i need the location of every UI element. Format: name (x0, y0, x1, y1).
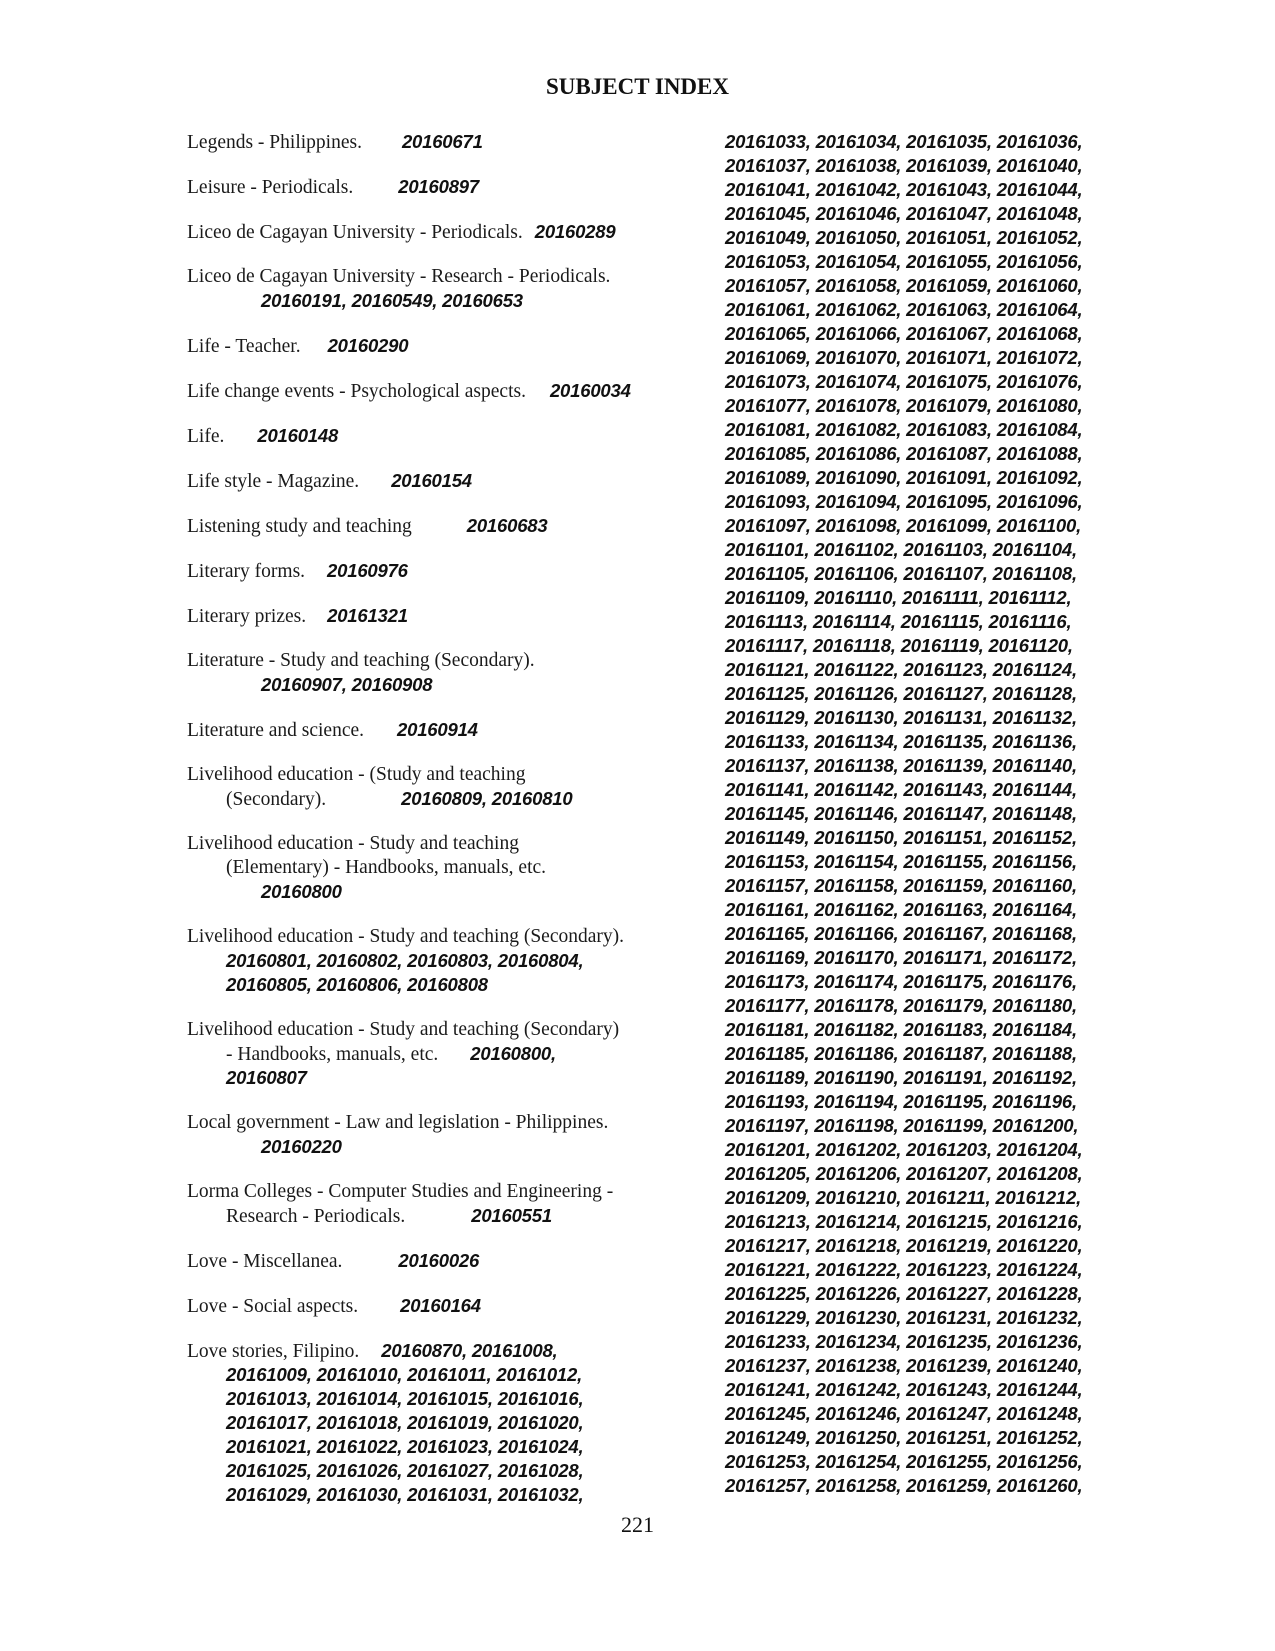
entry-reference-numbers: 20160154 (391, 470, 472, 491)
entry-reference-numbers: 20160907, 20160908 (261, 674, 433, 695)
continued-reference-line: 20161113, 20161114, 20161115, 20161116, (725, 611, 1072, 632)
index-entry-line (187, 424, 687, 448)
entry-heading-text: Lorma Colleges - Computer Studies and Engineering - (187, 1181, 614, 1202)
continued-reference-line: 20161249, 20161250, 20161251, 20161252, (725, 1427, 1083, 1448)
entry-reference-numbers: 20160897 (398, 176, 479, 197)
index-entry-line (187, 1483, 687, 1507)
continued-reference-line: 20161237, 20161238, 20161239, 20161240, (725, 1355, 1083, 1376)
entry-heading-text: Livelihood education - Study and teaching (Secondary) (187, 1019, 620, 1040)
continued-reference-line: 20161225, 20161226, 20161227, 20161228, (725, 1283, 1083, 1304)
index-entry-line (187, 559, 687, 583)
right-column (725, 130, 1245, 1498)
continued-reference-line: 20161109, 20161110, 20161111, 20161112, (725, 587, 1072, 608)
index-entry-line (187, 973, 687, 997)
index-entry (187, 1018, 687, 1090)
continued-reference-line: 20161033, 20161034, 20161035, 20161036, (725, 131, 1083, 152)
entry-reference-numbers: 20160290 (327, 335, 409, 356)
index-entry-line (187, 880, 687, 904)
entry-heading-text: Literature - Study and teaching (Secondary). (187, 650, 535, 671)
continued-reference-line: 20161177, 20161178, 20161179, 20161180, (725, 995, 1077, 1016)
index-entry-line (187, 787, 687, 811)
entry-reference-numbers: 20160220 (261, 1136, 342, 1157)
entry-heading-text: Literary prizes. (187, 606, 307, 627)
entry-heading-text: Listening study and teaching (187, 516, 412, 537)
continued-reference-line: 20161057, 20161058, 20161059, 20161060, (725, 275, 1083, 296)
page-title: SUBJECT INDEX (546, 74, 729, 99)
entry-heading-text: Life - Teacher. (187, 336, 301, 357)
index-entry (187, 334, 687, 358)
index-entry-line (187, 1363, 687, 1387)
entry-heading-text: Love - Social aspects. (187, 1296, 359, 1317)
entry-heading-text: Love stories, Filipino. (187, 1341, 360, 1362)
continued-reference-line: 20161081, 20161082, 20161083, 20161084, (725, 419, 1083, 440)
continued-reference-line: 20161205, 20161206, 20161207, 20161208, (725, 1163, 1083, 1184)
index-entry (187, 1294, 687, 1318)
continued-reference-line: 20161213, 20161214, 20161215, 20161216, (725, 1211, 1083, 1232)
continued-reference-line: 20161197, 20161198, 20161199, 20161200, (725, 1115, 1079, 1136)
continued-reference-line: 20161141, 20161142, 20161143, 20161144, (725, 779, 1077, 800)
continued-reference-line: 20161125, 20161126, 20161127, 20161128, (725, 683, 1077, 704)
index-entry-line (187, 1180, 687, 1204)
entry-reference-numbers: 20161025, 20161026, 20161027, 20161028, (226, 1460, 584, 1481)
entry-reference-numbers: 20160683 (466, 515, 548, 536)
entry-reference-numbers: 20160805, 20160806, 20160808 (226, 974, 488, 995)
index-entry-line (187, 1018, 687, 1042)
continued-reference-line: 20161185, 20161186, 20161187, 20161188, (725, 1043, 1077, 1064)
continued-reference-line: 20161093, 20161094, 20161095, 20161096, (725, 491, 1083, 512)
entry-reference-numbers: 20160807 (226, 1067, 307, 1088)
index-entry (187, 832, 687, 904)
entry-reference-numbers: 20161017, 20161018, 20161019, 20161020, (226, 1412, 584, 1433)
entry-reference-numbers: 20160800 (261, 881, 342, 902)
continued-reference-line: 20161193, 20161194, 20161195, 20161196, (725, 1091, 1077, 1112)
index-entry-line (187, 718, 687, 742)
entry-heading-text: Literature and science. (187, 720, 365, 741)
continued-reference-line: 20161137, 20161138, 20161139, 20161140, (725, 755, 1077, 776)
continued-reference-line: 20161129, 20161130, 20161131, 20161132, (725, 707, 1077, 728)
index-entry (187, 1180, 687, 1228)
entry-heading-text: (Elementary) - Handbooks, manuals, etc. (226, 857, 547, 878)
index-entry-line (187, 763, 687, 787)
index-entry-line (187, 1339, 687, 1363)
index-entry (187, 1339, 687, 1507)
entry-reference-numbers: 20160148 (257, 425, 339, 446)
index-entry-line (187, 1459, 687, 1483)
continued-reference-line: 20161245, 20161246, 20161247, 20161248, (725, 1403, 1083, 1424)
entry-reference-numbers: 20160870, 20161008, (381, 1340, 558, 1361)
continued-reference-line: 20161201, 20161202, 20161203, 20161204, (725, 1139, 1083, 1160)
entry-reference-numbers: 20160914 (397, 719, 478, 740)
entry-reference-numbers: 20160164 (400, 1295, 481, 1316)
continued-reference-line: 20161121, 20161122, 20161123, 20161124, (725, 659, 1077, 680)
entry-heading-text: Legends - Philippines. (187, 132, 362, 153)
continued-reference-line: 20161061, 20161062, 20161063, 20161064, (725, 299, 1083, 320)
page-number: 221 (621, 1512, 654, 1537)
entry-heading-text: - Handbooks, manuals, etc. (226, 1044, 439, 1065)
entry-heading-text: Life change events - Psychological aspects. (187, 381, 526, 402)
continued-reference-line: 20161097, 20161098, 20161099, 20161100, (725, 515, 1082, 536)
continued-reference-line: 20161073, 20161074, 20161075, 20161076, (725, 371, 1083, 392)
entry-reference-numbers: 20160801, 20160802, 20160803, 20160804, (226, 950, 584, 971)
entry-reference-numbers: 20161009, 20161010, 20161011, 20161012, (226, 1364, 583, 1385)
entry-heading-text: Research - Periodicals. (226, 1206, 406, 1227)
continued-reference-line: 20161229, 20161230, 20161231, 20161232, (725, 1307, 1083, 1328)
entry-heading-text: Life. (187, 426, 225, 447)
index-entry-line (187, 1249, 687, 1273)
entry-reference-numbers: 20161029, 20161030, 20161031, 20161032, (226, 1484, 584, 1505)
entry-reference-numbers: 20160809, 20160810 (401, 788, 573, 809)
index-entry-line (187, 1066, 687, 1090)
index-entry (187, 514, 687, 538)
index-entry (187, 424, 687, 448)
continued-reference-line: 20161105, 20161106, 20161107, 20161108, (725, 563, 1077, 584)
entry-heading-text: Leisure - Periodicals. (187, 177, 354, 198)
continued-reference-line: 20161241, 20161242, 20161243, 20161244, (725, 1379, 1083, 1400)
continued-reference-line: 20161153, 20161154, 20161155, 20161156, (725, 851, 1077, 872)
index-entry-line (187, 289, 687, 313)
entry-reference-numbers: 20160289 (534, 221, 616, 242)
index-entry-line (187, 514, 687, 538)
continued-reference-line: 20161181, 20161182, 20161183, 20161184, (725, 1019, 1077, 1040)
left-column (187, 130, 687, 1528)
continued-reference-line: 20161053, 20161054, 20161055, 20161056, (725, 251, 1083, 272)
index-entry (187, 925, 687, 997)
index-entry-line (187, 175, 687, 199)
index-entry-line (187, 130, 687, 154)
index-entry-line (187, 1111, 687, 1135)
entry-heading-text: Liceo de Cagayan University - Periodicals. (187, 222, 523, 243)
index-entry-line (187, 265, 687, 289)
entry-heading-text: Literary forms. (187, 561, 306, 582)
continued-reference-line: 20161101, 20161102, 20161103, 20161104, (725, 539, 1077, 560)
entry-reference-numbers: 20160800, (470, 1043, 556, 1064)
index-entry (187, 175, 687, 199)
index-entry (187, 604, 687, 628)
index-entry-line (187, 1204, 687, 1228)
continued-reference-line: 20161173, 20161174, 20161175, 20161176, (725, 971, 1077, 992)
index-entry (187, 220, 687, 244)
entry-heading-text: Liceo de Cagayan University - Research - Periodicals. (187, 266, 611, 287)
continued-reference-line: 20161157, 20161158, 20161159, 20161160, (725, 875, 1077, 896)
index-entry (187, 265, 687, 313)
index-entry (187, 1111, 687, 1159)
entry-reference-numbers: 20160976 (327, 560, 408, 581)
continued-reference-line: 20161077, 20161078, 20161079, 20161080, (725, 395, 1083, 416)
index-entry-line (187, 925, 687, 949)
entry-reference-numbers: 20161013, 20161014, 20161015, 20161016, (226, 1388, 584, 1409)
continued-reference-line: 20161233, 20161234, 20161235, 20161236, (725, 1331, 1083, 1352)
index-entry-line (187, 1294, 687, 1318)
entry-heading-text: Local government - Law and legislation - Philippines. (187, 1112, 609, 1133)
index-entry-line (187, 220, 687, 244)
entry-heading-text: Livelihood education - Study and teaching (Secondary). (187, 926, 624, 947)
continued-reference-line: 20161069, 20161070, 20161071, 20161072, (725, 347, 1083, 368)
index-entry (187, 763, 687, 811)
index-entry (187, 649, 687, 697)
index-entry-line (187, 1411, 687, 1435)
entry-heading-text: Livelihood education - Study and teaching (187, 833, 519, 854)
entry-heading-text: Love - Miscellanea. (187, 1251, 343, 1272)
index-entry (187, 1249, 687, 1273)
continued-reference-line: 20161089, 20161090, 20161091, 20161092, (725, 467, 1083, 488)
continued-reference-line: 20161189, 20161190, 20161191, 20161192, (725, 1067, 1077, 1088)
index-entry-line (187, 673, 687, 697)
index-entry (187, 379, 687, 403)
continued-reference-line: 20161049, 20161050, 20161051, 20161052, (725, 227, 1083, 248)
continued-reference-line: 20161145, 20161146, 20161147, 20161148, (725, 803, 1077, 824)
continued-reference-line: 20161169, 20161170, 20161171, 20161172, (725, 947, 1077, 968)
index-entry-line (187, 334, 687, 358)
index-entry-line (187, 832, 687, 856)
index-entry (187, 130, 687, 154)
index-entry-line (187, 1042, 687, 1066)
index-entry-line (187, 379, 687, 403)
entry-reference-numbers: 20160671 (401, 131, 483, 152)
index-entry (187, 559, 687, 583)
continued-reference-line: 20161209, 20161210, 20161211, 20161212, (725, 1187, 1082, 1208)
continued-reference-line: 20161041, 20161042, 20161043, 20161044, (725, 179, 1083, 200)
continued-reference-line: 20161149, 20161150, 20161151, 20161152, (725, 827, 1077, 848)
continued-reference-line: 20161085, 20161086, 20161087, 20161088, (725, 443, 1083, 464)
entry-heading-text: Life style - Magazine. (187, 471, 360, 492)
entry-heading-text: Livelihood education - (Study and teaching (187, 764, 526, 785)
continued-reference-line: 20161161, 20161162, 20161163, 20161164, (725, 899, 1077, 920)
continued-reference-line: 20161037, 20161038, 20161039, 20161040, (725, 155, 1083, 176)
continued-reference-line: 20161217, 20161218, 20161219, 20161220, (725, 1235, 1083, 1256)
index-entry-line (187, 1387, 687, 1411)
continued-reference-line: 20161165, 20161166, 20161167, 20161168, (725, 923, 1077, 944)
index-entry-line (187, 856, 687, 880)
continued-reference-line: 20161065, 20161066, 20161067, 20161068, (725, 323, 1083, 344)
entry-reference-numbers: 20160026 (398, 1250, 480, 1271)
index-entry-line (187, 949, 687, 973)
index-entry (187, 718, 687, 742)
entry-reference-numbers: 20160191, 20160549, 20160653 (261, 290, 523, 311)
entry-reference-numbers: 20161021, 20161022, 20161023, 20161024, (226, 1436, 584, 1457)
entry-reference-numbers: 20160034 (549, 380, 631, 401)
entry-reference-numbers: 20161321 (327, 605, 408, 626)
index-entry-line (187, 604, 687, 628)
continued-reference-line: 20161133, 20161134, 20161135, 20161136, (725, 731, 1077, 752)
continued-reference-line: 20161045, 20161046, 20161047, 20161048, (725, 203, 1083, 224)
index-entry (187, 469, 687, 493)
index-entry-line (187, 1435, 687, 1459)
continued-reference-line: 20161257, 20161258, 20161259, 20161260, (725, 1475, 1083, 1496)
index-entry-line (187, 469, 687, 493)
index-entry-line (187, 1135, 687, 1159)
continued-reference-line: 20161221, 20161222, 20161223, 20161224, (725, 1259, 1083, 1280)
entry-heading-text: (Secondary). (226, 789, 327, 810)
continued-reference-line: 20161117, 20161118, 20161119, 20161120, (725, 635, 1073, 656)
index-entry-line (187, 649, 687, 673)
entry-reference-numbers: 20160551 (471, 1205, 552, 1226)
continued-reference-line: 20161253, 20161254, 20161255, 20161256, (725, 1451, 1083, 1472)
